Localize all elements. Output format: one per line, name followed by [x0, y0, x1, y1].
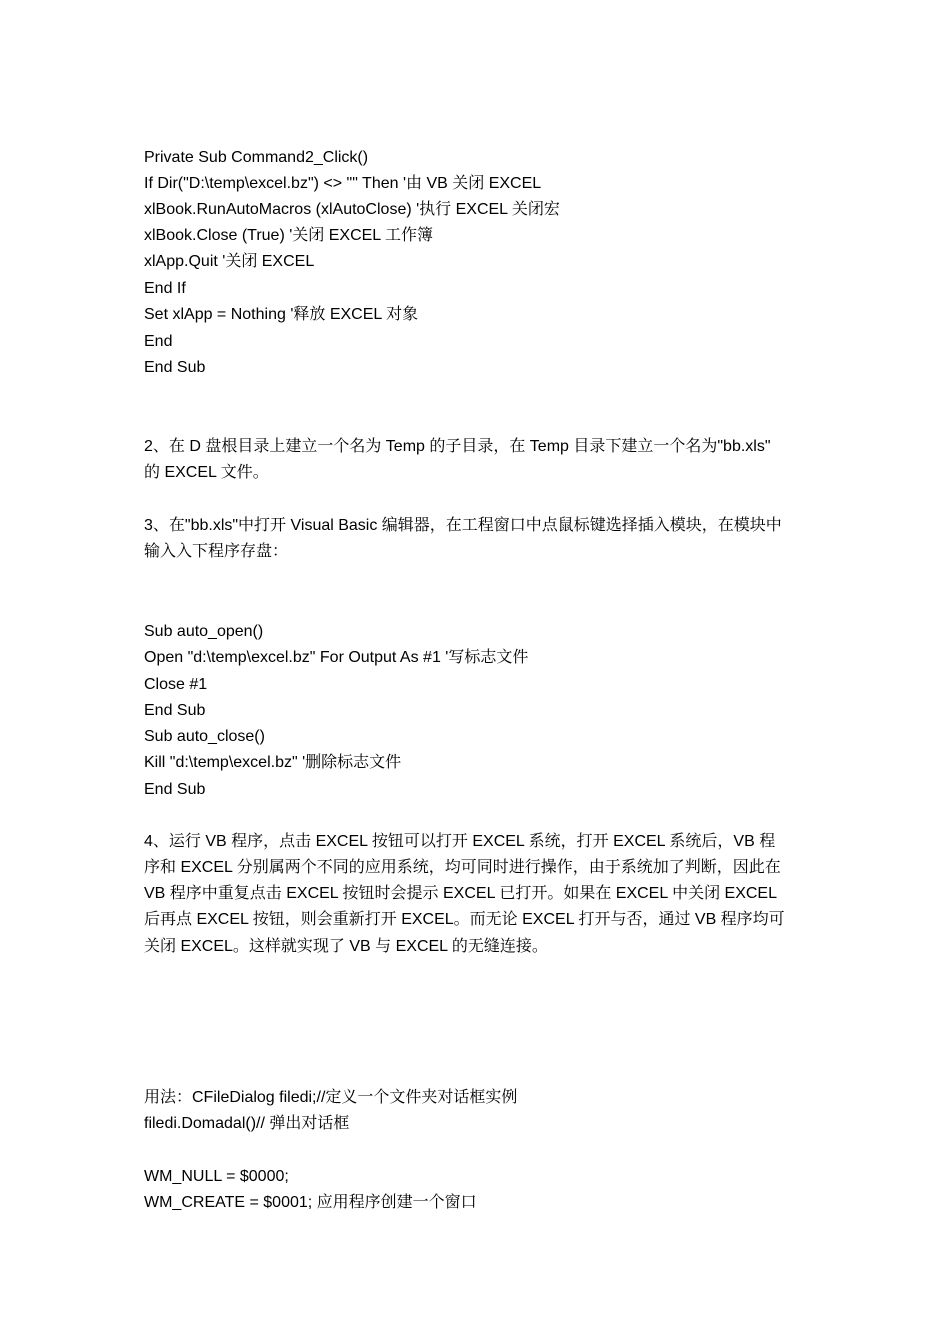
text-line: 序和 EXCEL 分别属两个不同的应用系统，均可同时进行操作，由于系统加了判断，因此在	[144, 859, 781, 876]
text-line: End Sub	[144, 359, 206, 376]
text-line: Sub auto_close()	[144, 728, 265, 745]
text-line: Open "d:\temp\excel.bz" For Output As #1 '写标志文件	[144, 649, 529, 666]
text-line: 后再点 EXCEL 按钮，则会重新打开 EXCEL。而无论 EXCEL 打开与否，通过 VB 程序均可	[144, 911, 785, 928]
text-line: xlBook.RunAutoMacros (xlAutoClose) '执行 EXCEL 关闭宏	[144, 201, 560, 218]
text-line: 3、在"bb.xls"中打开 Visual Basic 编辑器，在工程窗口中点鼠标键选择插入模块，在模块中	[144, 517, 782, 534]
text-line: VB 程序中重复点击 EXCEL 按钮时会提示 EXCEL 已打开。如果在 EXCEL 中关闭 EXCEL	[144, 885, 778, 902]
text-line: Set xlApp = Nothing '释放 EXCEL 对象	[144, 306, 419, 323]
text-line: 2、在 D 盘根目录上建立一个名为 Temp 的子目录，在 Temp 目录下建立一个名为"bb.xls"	[144, 438, 771, 455]
text-line: If Dir("D:\temp\excel.bz") <> "" Then '由 VB 关闭 EXCEL	[144, 175, 542, 192]
text-line: xlApp.Quit '关闭 EXCEL	[144, 253, 315, 270]
text-line: 输入入下程序存盘：	[144, 543, 289, 560]
text-line: Close #1	[144, 676, 208, 693]
text-line: Kill "d:\temp\excel.bz" '删除标志文件	[144, 754, 402, 771]
text-line: End	[144, 333, 173, 350]
text-line: WM_NULL = $0000;	[144, 1168, 289, 1185]
text-line: End Sub	[144, 702, 206, 719]
text-line: Sub auto_open()	[144, 623, 264, 640]
text-line: xlBook.Close (True) '关闭 EXCEL 工作簿	[144, 227, 434, 244]
text-line: End Sub	[144, 781, 206, 798]
text-line: Private Sub Command2_Click()	[144, 149, 369, 166]
text-line: WM_CREATE = $0001; 应用程序创建一个窗口	[144, 1194, 477, 1211]
text-line: filedi.Domadal()// 弹出对话框	[144, 1115, 350, 1132]
text-line: 用法：CFileDialog filedi;//定义一个文件夹对话框实例	[144, 1089, 518, 1106]
text-line: 4、运行 VB 程序，点击 EXCEL 按钮可以打开 EXCEL 系统，打开 EXCEL 系统后，VB 程	[144, 833, 776, 850]
text-line: 的 EXCEL 文件。	[144, 464, 269, 481]
text-line: End If	[144, 280, 186, 297]
text-line: 关闭 EXCEL。这样就实现了 VB 与 EXCEL 的无缝连接。	[144, 938, 548, 955]
